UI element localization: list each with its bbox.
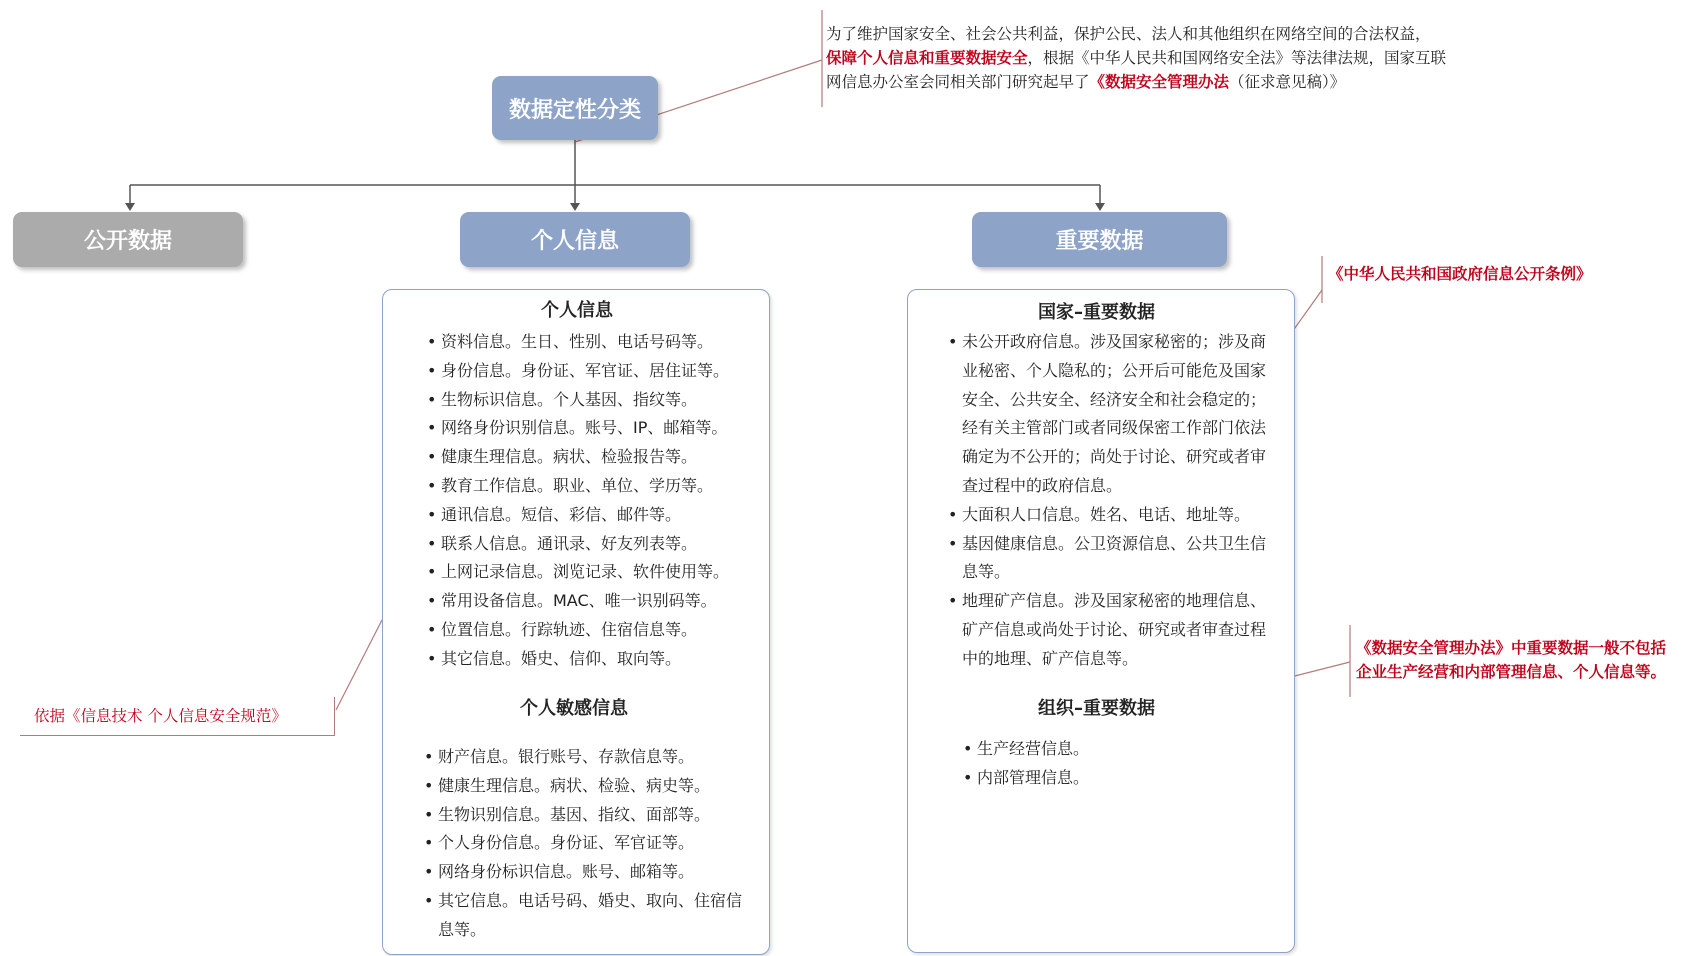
callout-line: 企业生产经营和内部管理信息、个人信息等。: [1356, 663, 1667, 681]
list-item: • 地理矿产信息。涉及国家秘密的地理信息、矿产信息或尚处于讨论、研究或者审查过程中的地理、矿产信息等。: [948, 587, 1273, 673]
list-item: • 身份信息。身份证、军官证、居住证等。: [427, 357, 729, 386]
callout-line: 《数据安全管理办法》中重要数据一般不包括: [1356, 639, 1667, 657]
callout-text: （征求意见稿）》: [1229, 73, 1346, 91]
list-item: • 资料信息。生日、性别、电话号码等。: [427, 328, 729, 357]
callout-line: 为了维护国家安全、社会公共利益，保护公民、法人和其他组织在网络空间的合法权益，: [826, 25, 1431, 43]
category-personal-info[interactable]: [460, 212, 690, 267]
callout-text: 依据《信息技术 个人信息安全规范》: [34, 707, 287, 725]
list-item: • 上网记录信息。浏览记录、软件使用等。: [427, 558, 729, 587]
list-item: • 未公开政府信息。涉及国家秘密的；涉及商业秘密、个人隐私的；公开后可能危及国家安全、公共安全、经济安全和社会稳定的；经有关主管部门或者同级保密工作部门依法确定为不公开的；尚处于讨论、研究或者审查过程中的政府信息。: [948, 328, 1273, 501]
list-item: • 大面积人口信息。姓名、电话、地址等。: [948, 501, 1273, 530]
callout-highlight: 《数据安全管理办法: [1089, 73, 1230, 91]
list-item: • 教育工作信息。职业、单位、学历等。: [427, 472, 729, 501]
category-important-data[interactable]: [972, 212, 1227, 267]
category-public-data[interactable]: [13, 212, 243, 267]
root-label: 数据定性分类: [508, 97, 641, 123]
list-item: • 联系人信息。通讯录、好友列表等。: [427, 530, 729, 559]
list-item: • 常用设备信息。MAC、唯一识别码等。: [427, 587, 729, 616]
list-item: • 生物标识信息。个人基因、指纹等。: [427, 386, 729, 415]
national-important-list: [948, 328, 1273, 674]
list-item: • 健康生理信息。病状、检验报告等。: [427, 443, 729, 472]
left-callout: [20, 697, 335, 736]
category-label: 公开数据: [83, 229, 172, 254]
personal-info-title: 个人信息: [541, 300, 613, 321]
callout-text: 网信息办公室会同相关部门研究起早了: [826, 73, 1090, 91]
list-item: • 健康生理信息。病状、检验、病史等。: [424, 772, 750, 801]
list-item: • 网络身份识别信息。账号、IP、邮箱等。: [427, 414, 729, 443]
right-bottom-callout: [1356, 636, 1666, 684]
category-label: 个人信息: [530, 229, 619, 254]
national-important-title: 国家–重要数据: [1038, 302, 1155, 323]
list-item: • 生物识别信息。基因、指纹、面部等。: [424, 801, 750, 830]
sensitive-info-title: 个人敏感信息: [520, 698, 628, 719]
list-item: • 内部管理信息。: [963, 764, 1089, 793]
callout-highlight: 保障个人信息和重要数据安全: [826, 49, 1028, 67]
personal-info-list: [427, 328, 729, 674]
list-item: • 网络身份标识信息。账号、邮箱等。: [424, 858, 750, 887]
list-item: • 其它信息。婚史、信仰、取向等。: [427, 645, 729, 674]
list-item: • 通讯信息。短信、彩信、邮件等。: [427, 501, 729, 530]
list-item: • 生产经营信息。: [963, 735, 1089, 764]
callout-text: 《中华人民共和国政府信息公开条例》: [1328, 265, 1592, 283]
sensitive-info-list: [424, 743, 750, 945]
right-top-callout: [1328, 262, 1592, 286]
top-callout: [826, 22, 1526, 94]
org-important-list: [963, 735, 1089, 793]
list-item: • 其它信息。电话号码、婚史、取向、住宿信息等。: [424, 887, 750, 945]
category-label: 重要数据: [1055, 229, 1144, 254]
root-node[interactable]: [492, 76, 658, 140]
list-item: • 位置信息。行踪轨迹、住宿信息等。: [427, 616, 729, 645]
org-important-title: 组织–重要数据: [1038, 698, 1155, 719]
list-item: • 基因健康信息。公卫资源信息、公共卫生信息等。: [948, 530, 1273, 588]
list-item: • 财产信息。银行账号、存款信息等。: [424, 743, 750, 772]
list-item: • 个人身份信息。身份证、军官证等。: [424, 829, 750, 858]
callout-text: ，根据《中华人民共和国网络安全法》等法律法规，国家互联: [1027, 49, 1447, 67]
